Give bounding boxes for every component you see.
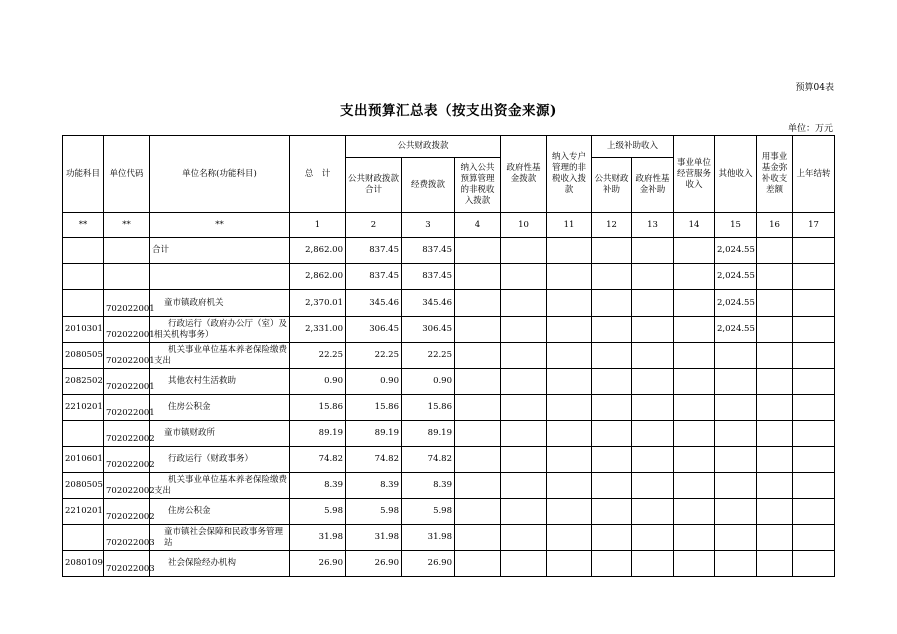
funding-cell: 8.39 xyxy=(402,473,455,499)
empty-cell xyxy=(501,421,547,447)
empty-cell xyxy=(592,343,632,369)
unit-name-cell: 行政运行（财政事务） xyxy=(150,447,290,473)
unit-name-cell: 童市镇财政所 xyxy=(150,421,290,447)
funding-cell: 837.45 xyxy=(402,238,455,264)
empty-cell xyxy=(501,447,547,473)
empty-cell xyxy=(455,395,501,421)
header-gov-fund: 政府性基金拨款 xyxy=(501,136,547,213)
empty-cell xyxy=(757,264,793,290)
table-row xyxy=(63,290,835,317)
other-income-cell xyxy=(715,551,757,577)
empty-cell xyxy=(547,317,592,343)
total-cell: 0.90 xyxy=(290,369,346,395)
func-subject-cell xyxy=(63,290,104,317)
table-row xyxy=(63,551,835,577)
header-superior-subsidy: 上级补助收入 xyxy=(592,136,674,158)
empty-cell xyxy=(547,369,592,395)
unit-name-cell xyxy=(150,264,290,290)
budget-table xyxy=(62,135,835,577)
table-row xyxy=(63,317,835,343)
unit-code-cell: 702022002 xyxy=(104,447,150,473)
unit-code-cell: 702022002 xyxy=(104,421,150,447)
empty-cell xyxy=(592,369,632,395)
empty-cell xyxy=(501,264,547,290)
empty-cell xyxy=(547,290,592,317)
index-cell: 11 xyxy=(547,213,592,238)
index-cell: 13 xyxy=(632,213,674,238)
header-func-subject: 功能科目 xyxy=(63,136,104,213)
empty-cell xyxy=(547,499,592,525)
empty-cell xyxy=(757,447,793,473)
unit-code-cell: 702022002 xyxy=(104,473,150,499)
header-funding: 经费拨款 xyxy=(402,158,455,213)
unit-name-cell: 其他农村生活救助 xyxy=(150,369,290,395)
empty-cell xyxy=(592,551,632,577)
funding-cell: 306.45 xyxy=(402,317,455,343)
empty-cell xyxy=(501,473,547,499)
empty-cell xyxy=(592,317,632,343)
empty-cell xyxy=(632,264,674,290)
public-finance-total-cell: 15.86 xyxy=(346,395,402,421)
public-finance-total-cell: 306.45 xyxy=(346,317,402,343)
index-cell: 15 xyxy=(715,213,757,238)
empty-cell xyxy=(632,525,674,551)
empty-cell xyxy=(632,317,674,343)
header-special-nontax: 纳入专户管理的非税收入拨款 xyxy=(547,136,592,213)
index-cell: 12 xyxy=(592,213,632,238)
empty-cell xyxy=(547,421,592,447)
empty-cell xyxy=(501,290,547,317)
total-cell: 89.19 xyxy=(290,421,346,447)
empty-cell xyxy=(757,551,793,577)
empty-cell xyxy=(674,421,715,447)
func-subject-cell xyxy=(63,238,104,264)
empty-cell xyxy=(757,343,793,369)
empty-cell xyxy=(674,290,715,317)
empty-cell xyxy=(455,317,501,343)
total-cell: 5.98 xyxy=(290,499,346,525)
table-row xyxy=(63,447,835,473)
funding-cell: 837.45 xyxy=(402,264,455,290)
index-cell: ** xyxy=(150,213,290,238)
empty-cell xyxy=(501,343,547,369)
empty-cell xyxy=(592,290,632,317)
empty-cell xyxy=(592,473,632,499)
unit-name-cell: 行政运行（政府办公厅（室）及相关机构事务） xyxy=(150,317,290,343)
funding-cell: 22.25 xyxy=(402,343,455,369)
header-public-subsidy: 公共财政补助 xyxy=(592,158,632,213)
empty-cell xyxy=(455,525,501,551)
page-title: 支出预算汇总表（按支出资金来源) xyxy=(340,103,557,119)
empty-cell xyxy=(547,238,592,264)
unit-code-cell: 702022002 xyxy=(104,499,150,525)
index-cell: 17 xyxy=(793,213,835,238)
table-row xyxy=(63,343,835,369)
empty-cell xyxy=(632,290,674,317)
empty-cell xyxy=(674,447,715,473)
empty-cell xyxy=(455,343,501,369)
header-unit-name: 单位名称(功能科目) xyxy=(150,136,290,213)
header-nontax-public: 纳入公共预算管理的非税收入拨款 xyxy=(455,158,501,213)
func-subject-cell xyxy=(63,421,104,447)
empty-cell xyxy=(547,551,592,577)
index-cell: ** xyxy=(104,213,150,238)
empty-cell xyxy=(455,551,501,577)
func-subject-cell: 2210201 xyxy=(63,395,104,421)
empty-cell xyxy=(455,238,501,264)
unit-name-cell: 合计 xyxy=(150,238,290,264)
public-finance-total-cell: 5.98 xyxy=(346,499,402,525)
index-cell: 10 xyxy=(501,213,547,238)
empty-cell xyxy=(757,238,793,264)
index-cell: ** xyxy=(63,213,104,238)
public-finance-total-cell: 26.90 xyxy=(346,551,402,577)
func-subject-cell: 2080109 xyxy=(63,551,104,577)
empty-cell xyxy=(793,395,835,421)
empty-cell xyxy=(455,473,501,499)
other-income-cell xyxy=(715,499,757,525)
empty-cell xyxy=(793,238,835,264)
other-income-cell xyxy=(715,447,757,473)
funding-cell: 345.46 xyxy=(402,290,455,317)
empty-cell xyxy=(455,369,501,395)
empty-cell xyxy=(547,473,592,499)
funding-cell: 89.19 xyxy=(402,421,455,447)
total-cell: 22.25 xyxy=(290,343,346,369)
empty-cell xyxy=(632,473,674,499)
funding-cell: 15.86 xyxy=(402,395,455,421)
other-income-cell xyxy=(715,343,757,369)
unit-code-cell: 702022001 xyxy=(104,317,150,343)
unit-code-cell: 702022001 xyxy=(104,290,150,317)
func-subject-cell: 2080505 xyxy=(63,473,104,499)
empty-cell xyxy=(674,238,715,264)
empty-cell xyxy=(547,395,592,421)
unit-code-cell: 702022003 xyxy=(104,525,150,551)
header-public-finance: 公共财政拨款 xyxy=(346,136,501,158)
empty-cell xyxy=(793,473,835,499)
empty-cell xyxy=(757,499,793,525)
other-income-cell: 2,024.55 xyxy=(715,290,757,317)
table-row xyxy=(63,369,835,395)
empty-cell xyxy=(757,473,793,499)
empty-cell xyxy=(674,551,715,577)
empty-cell xyxy=(674,473,715,499)
unit-name-cell: 机关事业单位基本养老保险缴费支出 xyxy=(150,473,290,499)
empty-cell xyxy=(793,290,835,317)
func-subject-cell: 2082502 xyxy=(63,369,104,395)
index-cell: 16 xyxy=(757,213,793,238)
other-income-cell: 2,024.55 xyxy=(715,238,757,264)
empty-cell xyxy=(793,421,835,447)
empty-cell xyxy=(757,290,793,317)
empty-cell xyxy=(455,499,501,525)
empty-cell xyxy=(632,421,674,447)
empty-cell xyxy=(501,395,547,421)
empty-cell xyxy=(632,238,674,264)
header-carryover: 上年结转 xyxy=(793,136,835,213)
empty-cell xyxy=(455,290,501,317)
index-row xyxy=(63,213,835,238)
func-subject-cell xyxy=(63,264,104,290)
header-other-income: 其他收入 xyxy=(715,136,757,213)
empty-cell xyxy=(501,551,547,577)
other-income-cell xyxy=(715,369,757,395)
index-cell: 14 xyxy=(674,213,715,238)
table-row xyxy=(63,525,835,551)
total-cell: 31.98 xyxy=(290,525,346,551)
empty-cell xyxy=(632,369,674,395)
empty-cell xyxy=(757,369,793,395)
empty-cell xyxy=(674,525,715,551)
empty-cell xyxy=(632,499,674,525)
empty-cell xyxy=(757,421,793,447)
total-cell: 2,862.00 xyxy=(290,238,346,264)
other-income-cell xyxy=(715,395,757,421)
other-income-cell xyxy=(715,421,757,447)
unit-name-cell: 社会保险经办机构 xyxy=(150,551,290,577)
func-subject-cell: 2210201 xyxy=(63,499,104,525)
unit-name-cell: 住房公积金 xyxy=(150,395,290,421)
unit-code-cell: 702022001 xyxy=(104,343,150,369)
funding-cell: 74.82 xyxy=(402,447,455,473)
empty-cell xyxy=(674,343,715,369)
funding-cell: 31.98 xyxy=(402,525,455,551)
empty-cell xyxy=(757,395,793,421)
public-finance-total-cell: 0.90 xyxy=(346,369,402,395)
table-row xyxy=(63,499,835,525)
header-gov-fund-subsidy: 政府性基金补助 xyxy=(632,158,674,213)
public-finance-total-cell: 22.25 xyxy=(346,343,402,369)
empty-cell xyxy=(674,264,715,290)
unit-label: 单位：万元 xyxy=(787,124,833,134)
public-finance-total-cell: 837.45 xyxy=(346,264,402,290)
empty-cell xyxy=(455,447,501,473)
empty-cell xyxy=(757,317,793,343)
index-cell: 3 xyxy=(402,213,455,238)
total-cell: 2,370.01 xyxy=(290,290,346,317)
unit-code-cell xyxy=(104,238,150,264)
index-cell: 1 xyxy=(290,213,346,238)
index-cell: 2 xyxy=(346,213,402,238)
empty-cell xyxy=(793,447,835,473)
empty-cell xyxy=(674,499,715,525)
empty-cell xyxy=(592,447,632,473)
public-finance-total-cell: 89.19 xyxy=(346,421,402,447)
unit-code-cell xyxy=(104,264,150,290)
func-subject-cell: 2010601 xyxy=(63,447,104,473)
unit-name-cell: 机关事业单位基本养老保险缴费支出 xyxy=(150,343,290,369)
public-finance-total-cell: 345.46 xyxy=(346,290,402,317)
unit-code-cell: 702022001 xyxy=(104,369,150,395)
empty-cell xyxy=(592,499,632,525)
unit-name-cell: 童市镇政府机关 xyxy=(150,290,290,317)
empty-cell xyxy=(632,551,674,577)
header-total: 总 计 xyxy=(290,136,346,213)
funding-cell: 0.90 xyxy=(402,369,455,395)
table-row xyxy=(63,473,835,499)
other-income-cell xyxy=(715,473,757,499)
empty-cell xyxy=(592,421,632,447)
index-cell: 4 xyxy=(455,213,501,238)
other-income-cell: 2,024.55 xyxy=(715,317,757,343)
public-finance-total-cell: 837.45 xyxy=(346,238,402,264)
total-cell: 2,331.00 xyxy=(290,317,346,343)
total-cell: 15.86 xyxy=(290,395,346,421)
unit-name-cell: 住房公积金 xyxy=(150,499,290,525)
other-income-cell xyxy=(715,525,757,551)
total-cell: 8.39 xyxy=(290,473,346,499)
empty-cell xyxy=(592,525,632,551)
total-cell: 74.82 xyxy=(290,447,346,473)
public-finance-total-cell: 8.39 xyxy=(346,473,402,499)
public-finance-total-cell: 74.82 xyxy=(346,447,402,473)
other-income-cell: 2,024.55 xyxy=(715,264,757,290)
empty-cell xyxy=(632,343,674,369)
func-subject-cell xyxy=(63,525,104,551)
unit-code-cell: 702022003 xyxy=(104,551,150,577)
empty-cell xyxy=(674,317,715,343)
empty-cell xyxy=(632,395,674,421)
empty-cell xyxy=(501,499,547,525)
empty-cell xyxy=(592,238,632,264)
empty-cell xyxy=(793,317,835,343)
empty-cell xyxy=(793,525,835,551)
total-cell: 2,862.00 xyxy=(290,264,346,290)
unit-name-cell: 童市镇社会保障和民政事务管理站 xyxy=(150,525,290,551)
header-unit-code: 单位代码 xyxy=(104,136,150,213)
table-row xyxy=(63,264,835,290)
empty-cell xyxy=(501,317,547,343)
empty-cell xyxy=(547,447,592,473)
func-subject-cell: 2010301 xyxy=(63,317,104,343)
funding-cell: 26.90 xyxy=(402,551,455,577)
empty-cell xyxy=(757,525,793,551)
empty-cell xyxy=(501,238,547,264)
empty-cell xyxy=(547,525,592,551)
empty-cell xyxy=(455,264,501,290)
header-public-finance-total: 公共财政拨款合计 xyxy=(346,158,402,213)
empty-cell xyxy=(547,343,592,369)
empty-cell xyxy=(632,447,674,473)
table-row xyxy=(63,395,835,421)
unit-code-cell: 702022001 xyxy=(104,395,150,421)
public-finance-total-cell: 31.98 xyxy=(346,525,402,551)
form-number: 预算04表 xyxy=(795,83,834,93)
table-row xyxy=(63,238,835,264)
empty-cell xyxy=(793,343,835,369)
empty-cell xyxy=(793,369,835,395)
total-cell: 26.90 xyxy=(290,551,346,577)
empty-cell xyxy=(793,264,835,290)
empty-cell xyxy=(547,264,592,290)
empty-cell xyxy=(455,421,501,447)
header-business-income: 事业单位经营服务收入 xyxy=(674,136,715,213)
empty-cell xyxy=(501,369,547,395)
empty-cell xyxy=(793,551,835,577)
empty-cell xyxy=(793,499,835,525)
empty-cell xyxy=(674,369,715,395)
empty-cell xyxy=(674,395,715,421)
empty-cell xyxy=(501,525,547,551)
empty-cell xyxy=(592,395,632,421)
empty-cell xyxy=(592,264,632,290)
func-subject-cell: 2080505 xyxy=(63,343,104,369)
header-fund-balance: 用事业基金弥补收支差额 xyxy=(757,136,793,213)
funding-cell: 5.98 xyxy=(402,499,455,525)
table-row xyxy=(63,421,835,447)
